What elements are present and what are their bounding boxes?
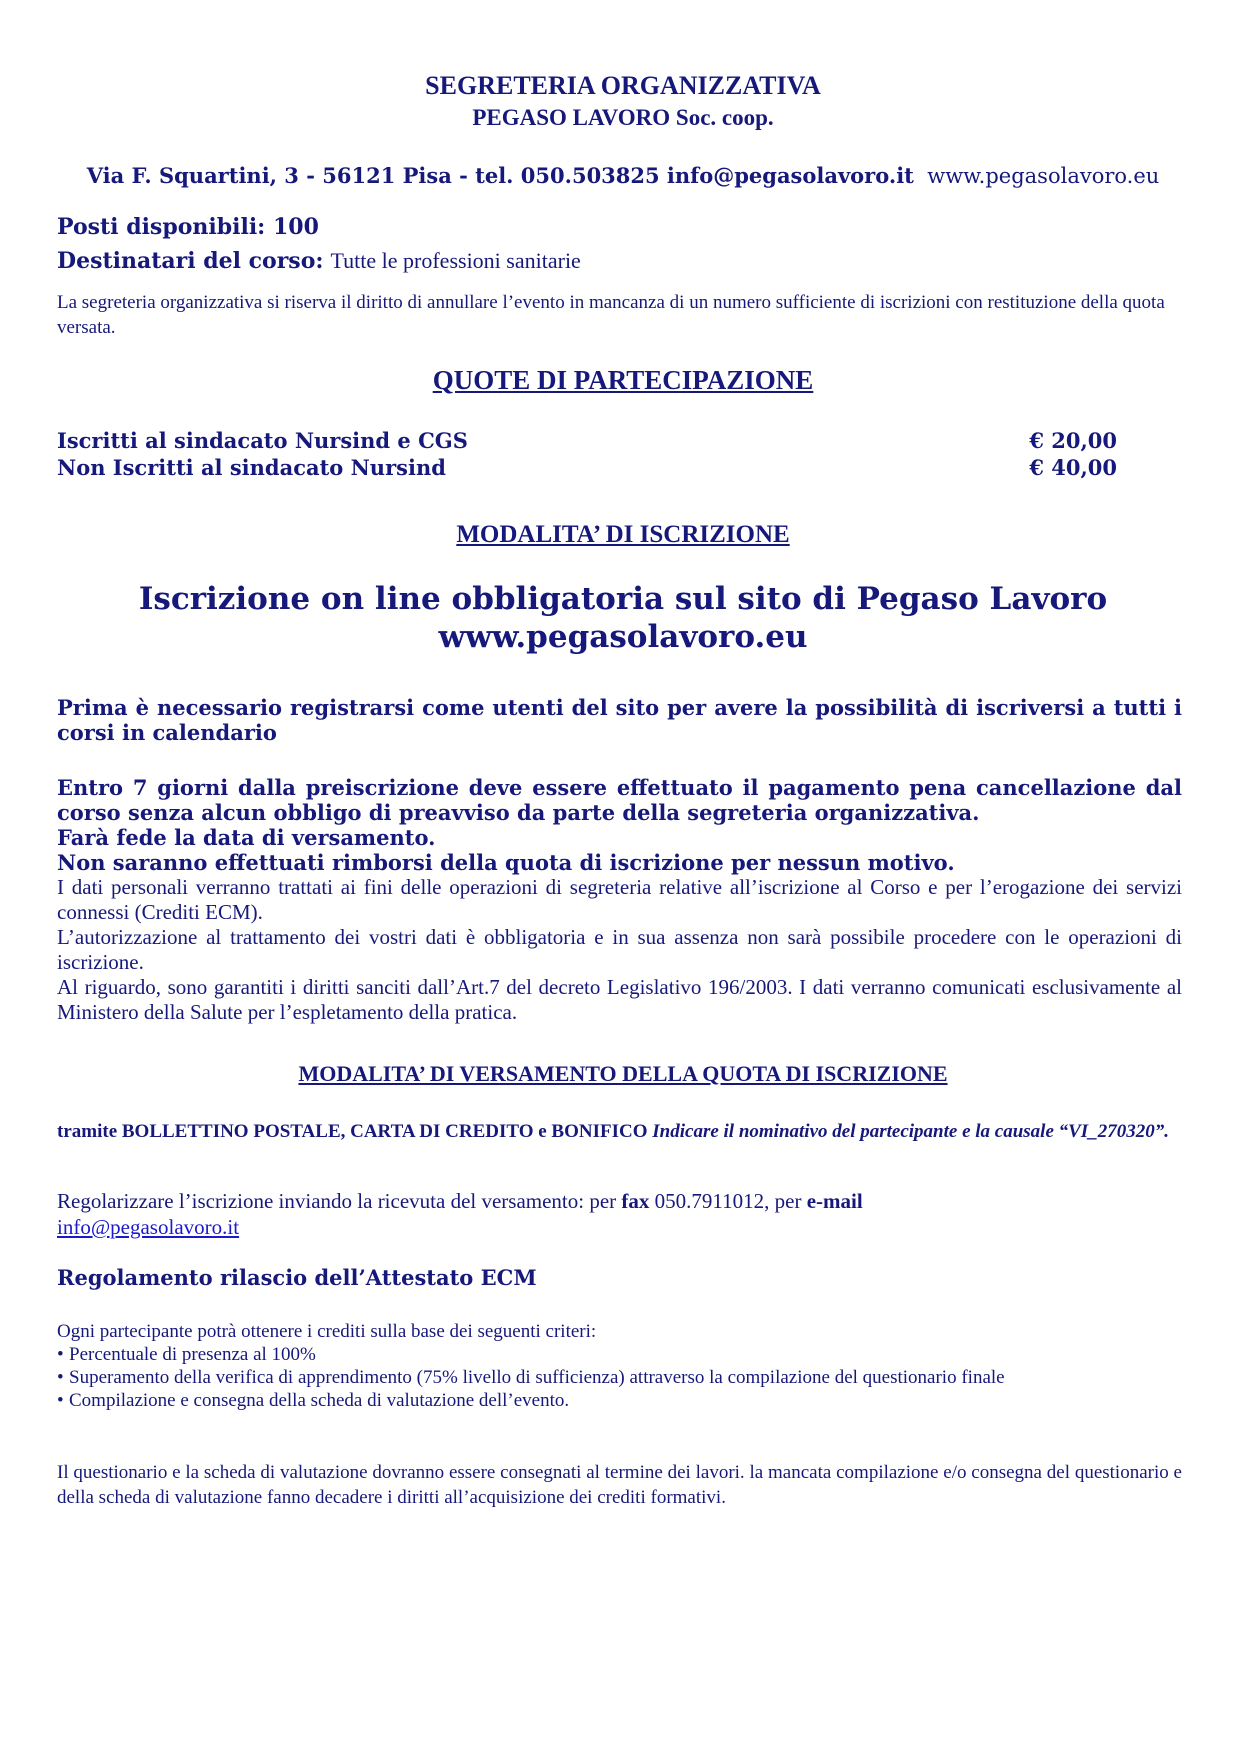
iscrizione-online-line: Iscrizione on line obbligatoria sul sito di Pegaso Lavoro — [138, 581, 1108, 617]
fede-note: Farà fede la data di versamento. — [57, 825, 436, 850]
bullet-icon: • — [57, 1344, 64, 1365]
reserve-note: La segreteria organizzativa si riserva il diritto di annullare l’evento in mancanza di un numero sufficiente di iscrizioni con restituzione della quota versata. — [57, 292, 1165, 338]
registrazione-note: Prima è necessario registrarsi come utenti del sito per avere la possibilità di iscriversi a tutti i corsi in calendario — [57, 695, 1182, 745]
versamento-heading: MODALITA’ DI VERSAMENTO DELLA QUOTA DI ISCRIZIONE — [298, 1061, 948, 1086]
privacy-note-2: L’autorizzazione al trattamento dei vostri dati è obbligatoria e in sua assenza non sarà possibile procedere con le operazioni di iscrizione. — [57, 925, 1182, 974]
fee-row-iscritti — [57, 428, 1117, 454]
website-link[interactable]: www.pegasolavoro.eu — [927, 164, 1160, 188]
fee-label: Non Iscritti al sindacato Nursind — [57, 455, 446, 480]
ecm-final-note: Il questionario e la scheda di valutazione dovranno essere consegnati al termine dei lavori. la mancata compilazione e/o consegna del questionario e della scheda di valutazione fanno decadere i diritti all’acquisizione dei crediti formativi. — [57, 1462, 1182, 1508]
fax-label: fax — [621, 1189, 650, 1213]
contact-line — [57, 162, 1189, 190]
bullet-icon: • — [57, 1390, 64, 1411]
privacy-note-1: I dati personali verranno trattati ai fini delle operazioni di segreteria relative all’iscrizione al Corso e per l’erogazione dei servizi connessi (Crediti ECM). — [57, 875, 1182, 924]
iscrizione-online-notice — [57, 580, 1189, 656]
org-subtitle: PEGASO LAVORO Soc. coop. — [472, 105, 774, 130]
ecm-bullet — [57, 1343, 1182, 1366]
privacy-note-3: Al riguardo, sono garantiti i diritti sanciti dall’Art.7 del decreto Legislativo 196/2003. I dati verranno comunicati esclusivamente al Ministero della Salute per l’espletamento della pratica. — [57, 975, 1182, 1024]
email-link[interactable]: info@pegasolavoro.it — [57, 1215, 240, 1239]
regolarizzare-text: Regolarizzare l’iscrizione inviando la ricevuta del versamento: per — [57, 1189, 617, 1213]
rimborsi-note: Non saranno effettuati rimborsi della quota di iscrizione per nessun motivo. — [57, 850, 955, 875]
versamento-tramite: tramite BOLLETTINO POSTALE, CARTA DI CREDITO e BONIFICO — [57, 1121, 648, 1142]
fax-number: 050.7911012, per — [654, 1189, 802, 1213]
ecm-bullet — [57, 1389, 1182, 1412]
contact-address: Via F. Squartini, 3 - 56121 Pisa - tel. 050.503825 info@pegasolavoro.it — [86, 163, 914, 188]
bullet-icon: • — [57, 1367, 64, 1388]
versamento-indicare: Indicare il nominativo del partecipante e la causale “VI_270320”. — [652, 1121, 1169, 1142]
ecm-criteria — [57, 1320, 1182, 1412]
ecm-bullet-text: Compilazione e consegna della scheda di valutazione dell’evento. — [69, 1390, 570, 1411]
destinatari-value: Tutte le professioni sanitarie — [330, 248, 581, 273]
ecm-bullet — [57, 1366, 1182, 1389]
versamento-methods — [57, 1120, 1182, 1144]
iscrizione-heading: MODALITA’ DI ISCRIZIONE — [456, 521, 790, 548]
ecm-intro: Ogni partecipante potrà ottenere i crediti sulla base dei seguenti criteri: — [57, 1321, 597, 1342]
fee-price: € 20,00 — [1029, 428, 1117, 453]
fee-price: € 40,00 — [1029, 455, 1117, 480]
email-label: e-mail — [806, 1189, 863, 1213]
pagamento-block — [57, 775, 1182, 1025]
pagamento-note: Entro 7 giorni dalla preiscrizione deve essere effettuato il pagamento pena cancellazione dal corso senza alcun obbligo di preavviso da parte della segreteria organizzativa. — [57, 775, 1182, 825]
fee-row-non-iscritti — [57, 455, 1117, 481]
org-title: SEGRETERIA ORGANIZZATIVA — [425, 71, 821, 100]
quote-heading: QUOTE DI PARTECIPAZIONE — [432, 365, 814, 395]
ecm-heading: Regolamento rilascio dell’Attestato ECM — [57, 1265, 537, 1290]
ecm-bullet-text: Superamento della verifica di apprendimento (75% livello di sufficienza) attraverso la compilazione del questionario finale — [69, 1367, 1005, 1388]
regolarizzare-note — [57, 1188, 1182, 1240]
destinatari — [57, 247, 581, 276]
posti-disponibili: Posti disponibili: 100 — [57, 214, 319, 240]
destinatari-label: Destinatari del corso: — [57, 248, 324, 274]
fee-label: Iscritti al sindacato Nursind e CGS — [57, 428, 468, 453]
iscrizione-website[interactable]: www.pegasolavoro.eu — [438, 619, 808, 655]
ecm-bullet-text: Percentuale di presenza al 100% — [69, 1344, 316, 1365]
